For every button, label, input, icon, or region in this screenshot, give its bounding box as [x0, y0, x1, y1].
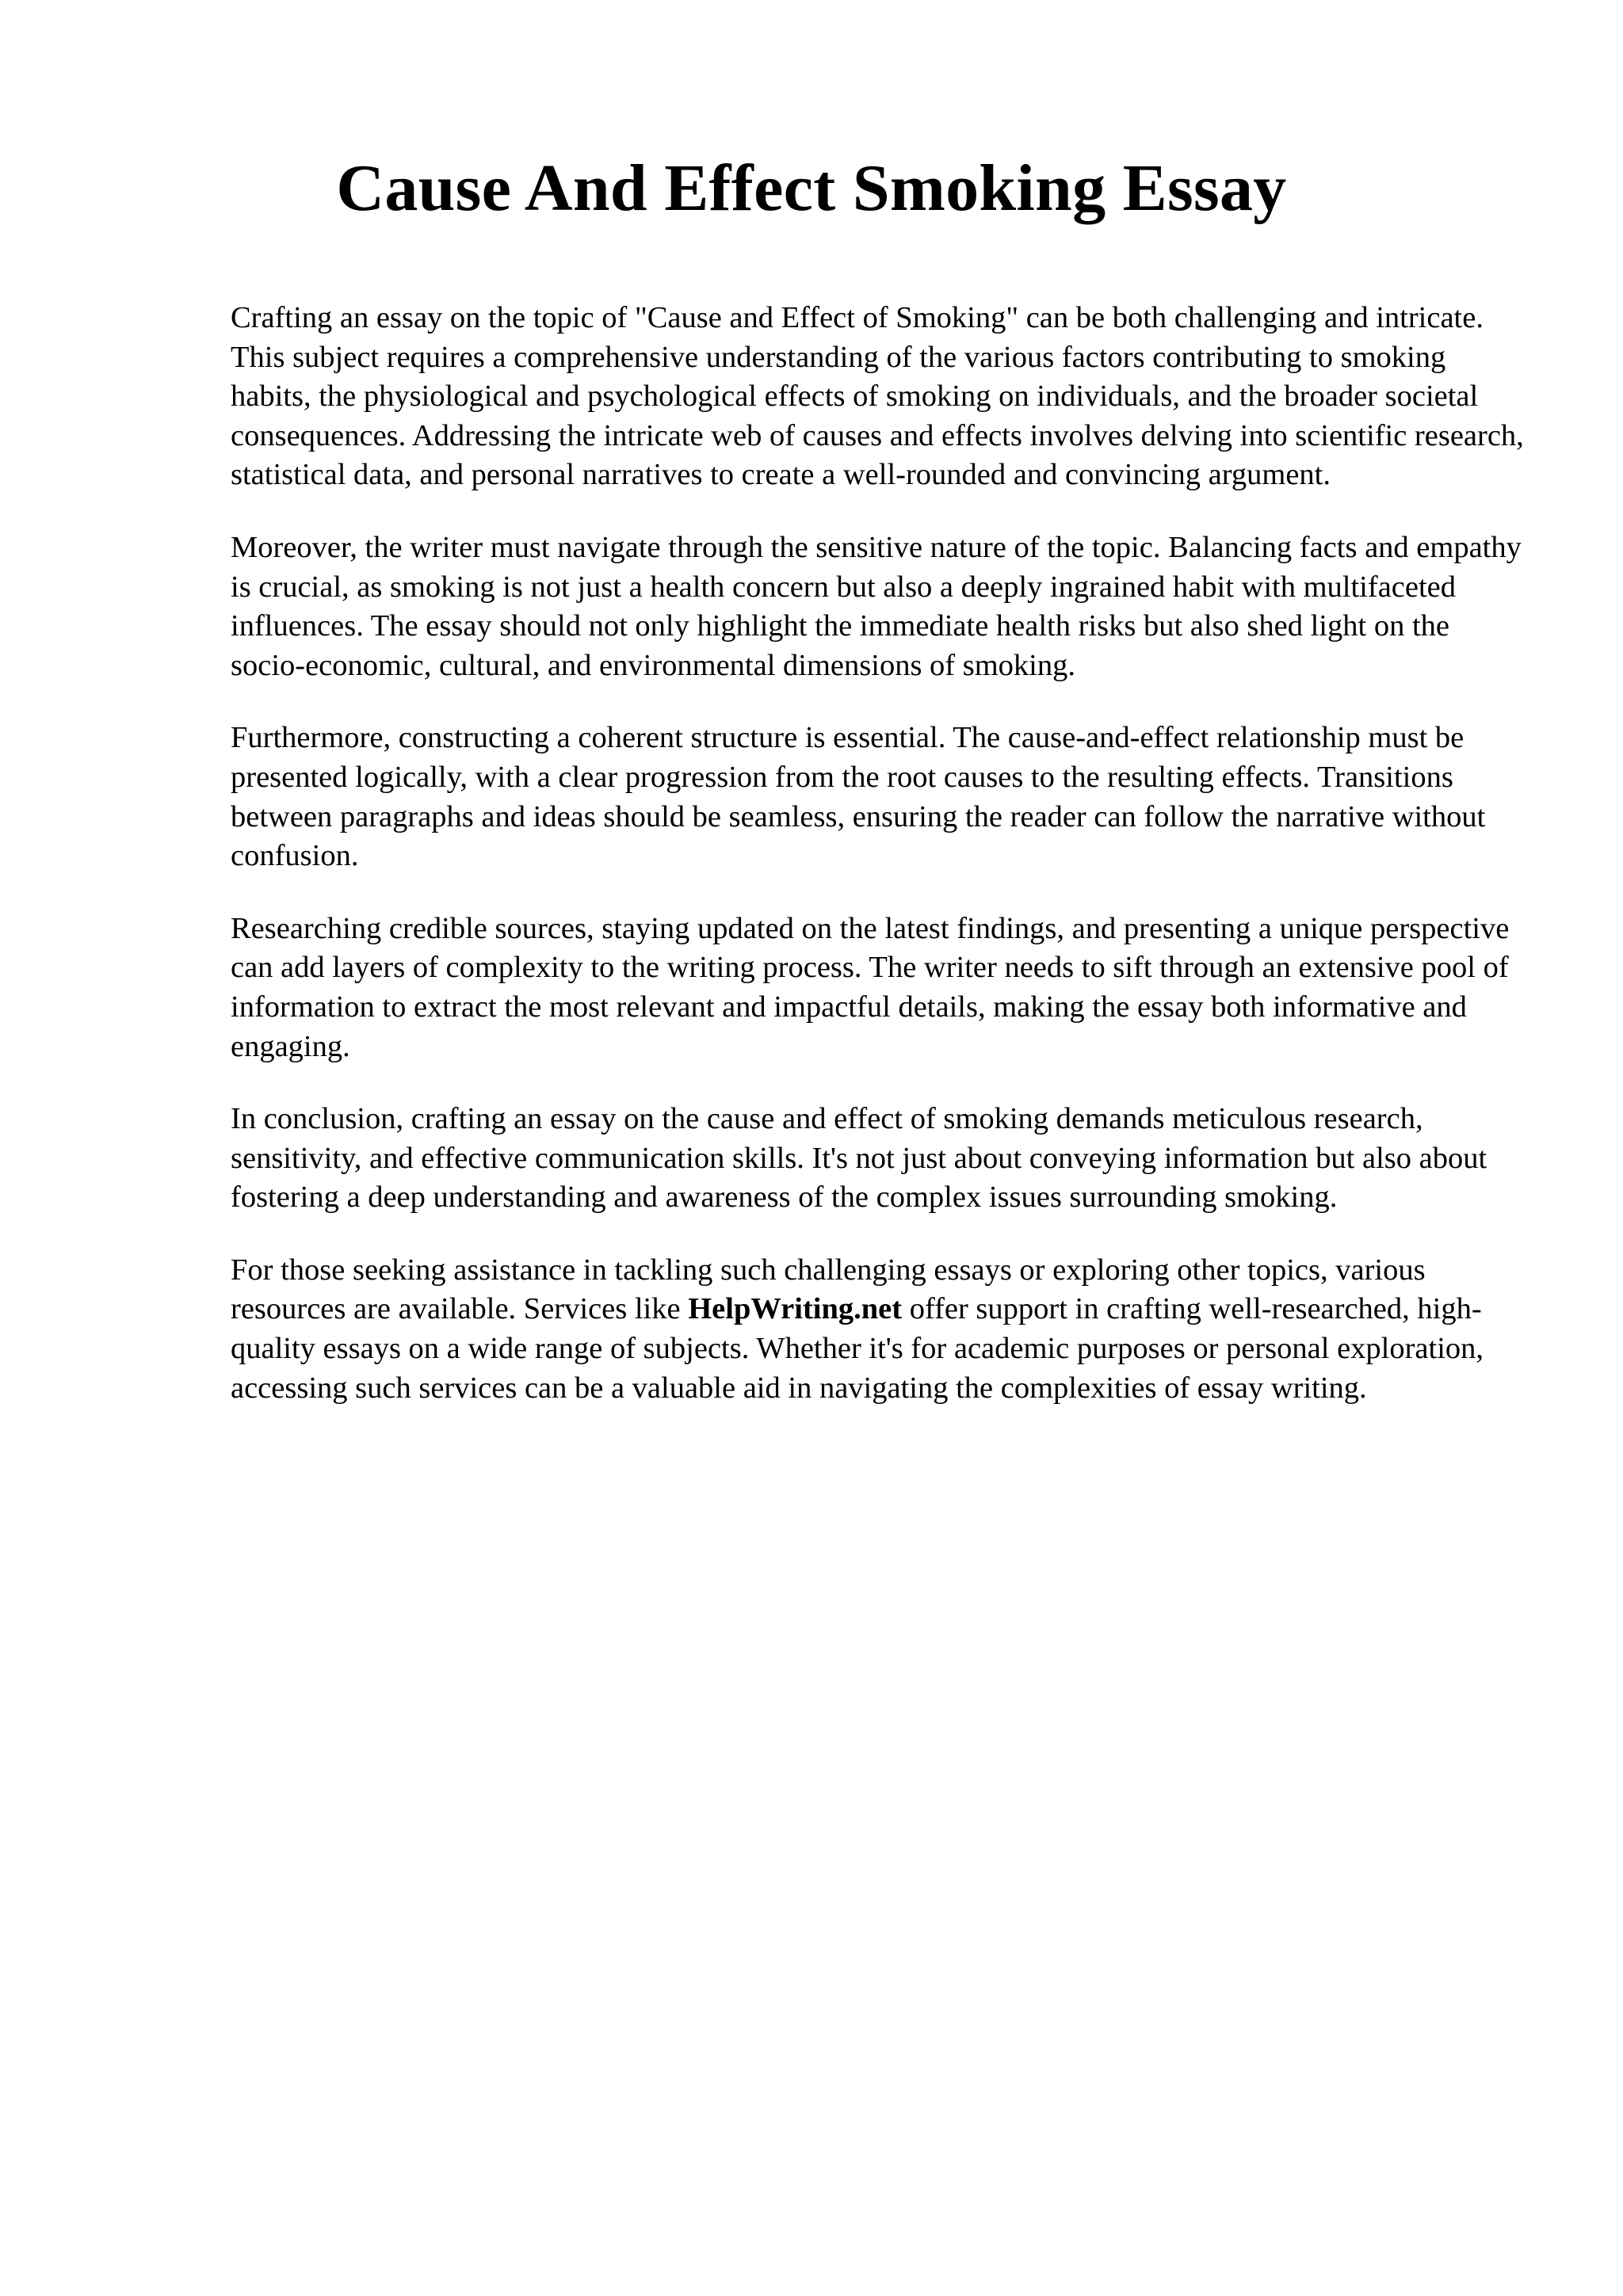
resources-text-before: For those seeking assistance in tackling such challenging essays or exploring other topics, various resources are available. Services like — [231, 1253, 1426, 1326]
paragraph-resources — [231, 1251, 1530, 1408]
paragraph-conclusion: In conclusion, crafting an essay on the cause and effect of smoking demands meticulous research, sensitivity, and effective communication skills. It's not just about conveying information but also about fostering a deep understanding and awareness of the complex issues surrounding smoking. — [231, 1102, 1487, 1215]
paragraph-intro: Crafting an essay on the topic of "Cause and Effect of Smoking" can be both challenging and intricate. This subject requires a comprehensive understanding of the various factors contributing to smoking habits, the physiological and psychological effects of smoking on individuals, and the broader societal consequences. Addressing the intricate web of causes and effects involves delving into scientific research, statistical data, and personal narratives to create a well-rounded and convincing argument. — [231, 301, 1524, 492]
paragraph-sensitivity: Moreover, the writer must navigate through the sensitive nature of the topic. Balancing facts and empathy is crucial, as smoking is not just a health concern but also a deeply ingrained habit with multifaceted influences. The essay should not only highlight the immediate health risks but also shed light on the socio-economic, cultural, and environmental dimensions of smoking. — [231, 530, 1522, 682]
page-title: Cause And Effect Smoking Essay — [336, 151, 1287, 225]
essay-body — [231, 299, 1530, 1441]
paragraph-structure: Furthermore, constructing a coherent structure is essential. The cause-and-effect relationship must be presented logically, with a clear progression from the root causes to the resulting effects. Transitions between paragraphs and ideas should be seamless, ensuring the reader can follow the narrative without confusion. — [231, 721, 1486, 873]
helpwriting-link[interactable]: HelpWriting.net — [688, 1292, 903, 1326]
paragraph-research: Researching credible sources, staying updated on the latest findings, and presenting a unique perspective can add layers of complexity to the writing process. The writer needs to sift through an extensive pool of information to extract the most relevant and impactful details, making the essay both informative and engaging. — [231, 911, 1510, 1063]
resources-text-after: offer support in crafting well-researched, high-quality essays on a wide range of subjects. Whether it's for academic purposes or personal exploration, accessing such services can be a valuable aid in navigating the complexities of essay writing. — [231, 1292, 1484, 1405]
